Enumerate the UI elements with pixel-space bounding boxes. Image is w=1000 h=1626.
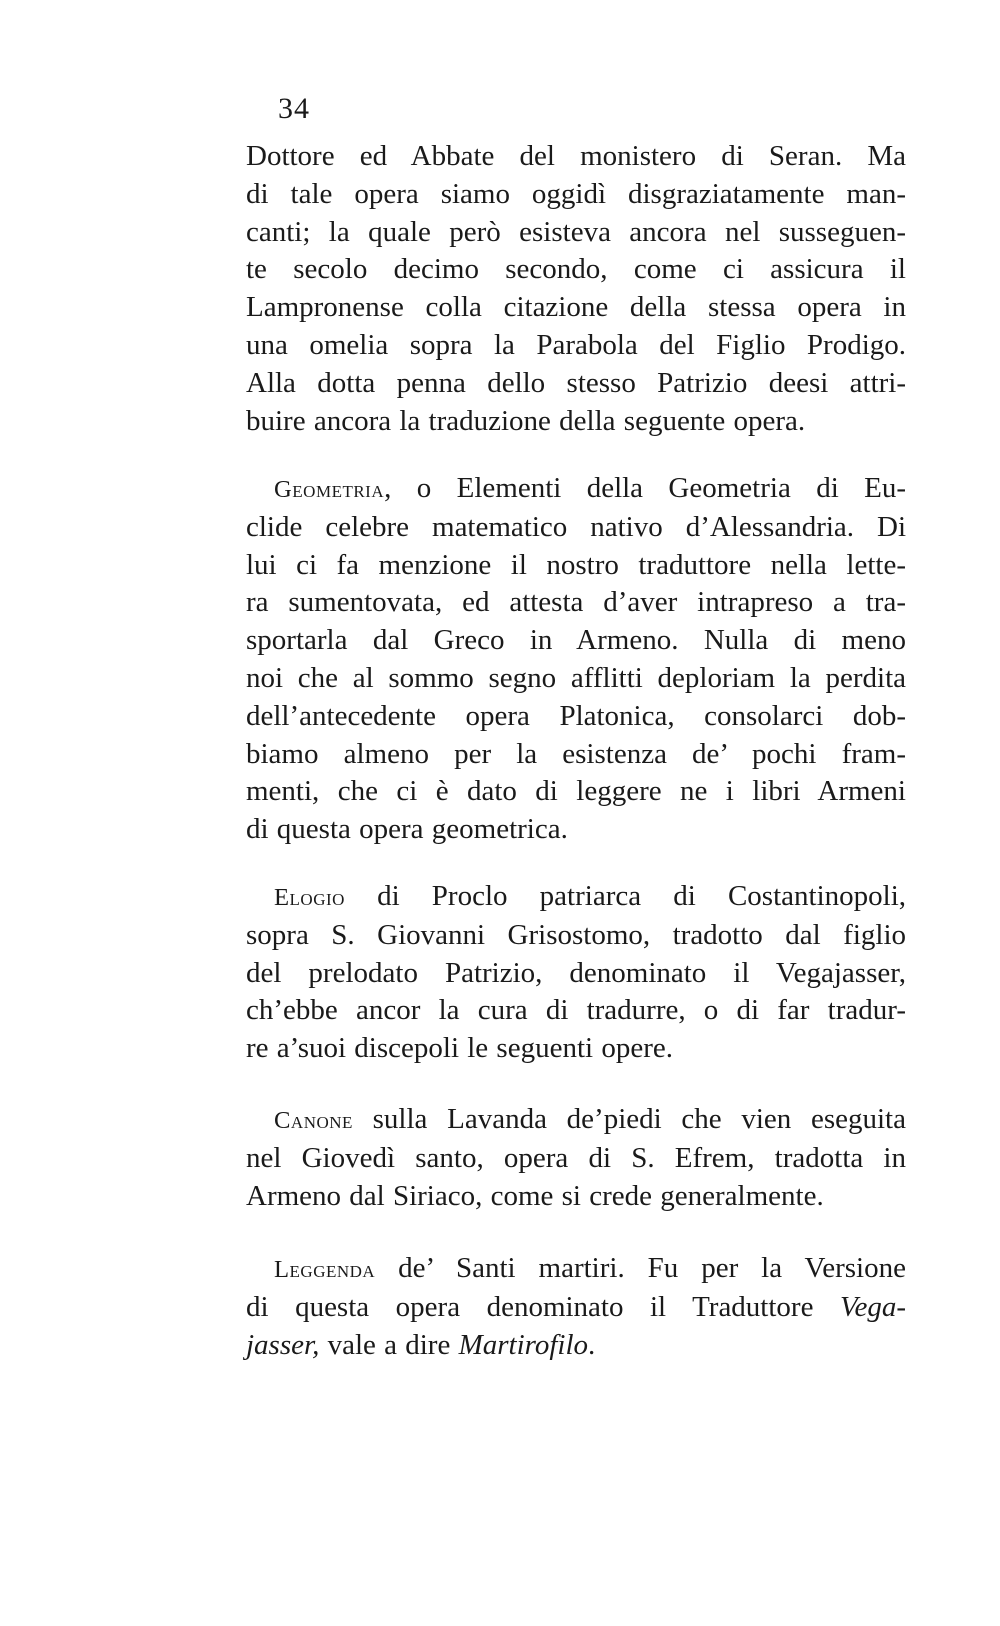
page-number: 34: [278, 92, 310, 125]
text-fragment: vale a dire: [319, 1328, 459, 1361]
italic-text: Martirofilo: [458, 1328, 589, 1361]
text-line: di tale opera siamo oggidì disgraziatamente man-: [246, 177, 906, 210]
text-line: nel Giovedì santo, opera di S. Efrem, tradotta in: [246, 1141, 906, 1174]
italic-text: Vega-: [839, 1290, 906, 1323]
text-line: Dottore ed Abbate del monistero di Seran. Ma: [246, 140, 906, 172]
text-line: menti, che ci è dato di leggere ne i libri Armeni: [246, 775, 906, 808]
text-line: clide celebre matematico nativo d’Alessandria. Di: [246, 510, 906, 543]
text-line: canti; la quale però esisteva ancora nel susseguen-: [246, 215, 906, 248]
text-fragment: de’ Santi martiri. Fu per la Versione: [375, 1252, 906, 1284]
text-line: [246, 1101, 906, 1140]
text-line: una omelia sopra la Parabola del Figlio Prodigo.: [246, 328, 906, 361]
text-line: [246, 878, 906, 917]
text-line: [246, 470, 906, 509]
text-line: te secolo decimo secondo, come ci assicura il: [246, 253, 906, 286]
text-fragment: , o Elementi della Geometria di Eu-: [384, 472, 906, 504]
entry-heading: Elogio: [274, 884, 345, 911]
italic-text: jasser,: [246, 1328, 320, 1361]
text-line: noi che al sommo segno afflitti deploriam la perdita: [246, 661, 906, 694]
text-line: di questa opera geometrica.: [246, 813, 568, 846]
text-line: sportarla dal Greco in Armeno. Nulla di meno: [246, 624, 906, 657]
text-line: buire ancora la traduzione della seguente opera.: [246, 404, 806, 437]
text-line: Lampronense colla citazione della stessa opera in: [246, 291, 906, 324]
text-fragment: di questa opera denominato il Traduttore: [246, 1290, 840, 1323]
text-fragment: sulla Lavanda de’piedi che vien eseguita: [352, 1103, 906, 1135]
text-line: ra sumentovata, ed attesta d’aver intrapreso a tra-: [246, 586, 906, 619]
text-line: [246, 1250, 906, 1289]
text-line: re a’suoi discepoli le seguenti opere.: [246, 1032, 673, 1065]
text-line: del prelodato Patrizio, denominato il Vegajasser,: [246, 956, 906, 989]
text-fragment: .: [588, 1328, 596, 1361]
entry-heading: Canone: [274, 1107, 353, 1134]
text-line: Alla dotta penna dello stesso Patrizio deesi attri-: [246, 366, 906, 399]
text-line: [246, 1327, 906, 1365]
paragraph-leggenda: [246, 1250, 906, 1364]
paragraph-canone: [246, 1101, 906, 1215]
paragraph-elogio: [246, 878, 906, 1068]
text-line: lui ci fa menzione il nostro traduttore nella lette-: [246, 548, 906, 581]
text-line: [246, 1289, 906, 1327]
text-line: biamo almeno per la esistenza de’ pochi fram-: [246, 737, 906, 770]
paragraph-1: [246, 138, 906, 440]
text-line: ch’ebbe ancor la cura di tradurre, o di far tradur-: [246, 994, 906, 1027]
text-line: dell’antecedente opera Platonica, consolarci dob-: [246, 699, 906, 732]
entry-heading: Leggenda: [274, 1256, 376, 1283]
paragraph-geometria: [246, 470, 906, 849]
text-line: Armeno dal Siriaco, come si crede generalmente.: [246, 1179, 824, 1212]
entry-heading: Geometria: [274, 476, 385, 503]
text-line: sopra S. Giovanni Grisostomo, tradotto dal figlio: [246, 918, 906, 951]
text-fragment: di Proclo patriarca di Costantinopoli,: [344, 880, 906, 912]
